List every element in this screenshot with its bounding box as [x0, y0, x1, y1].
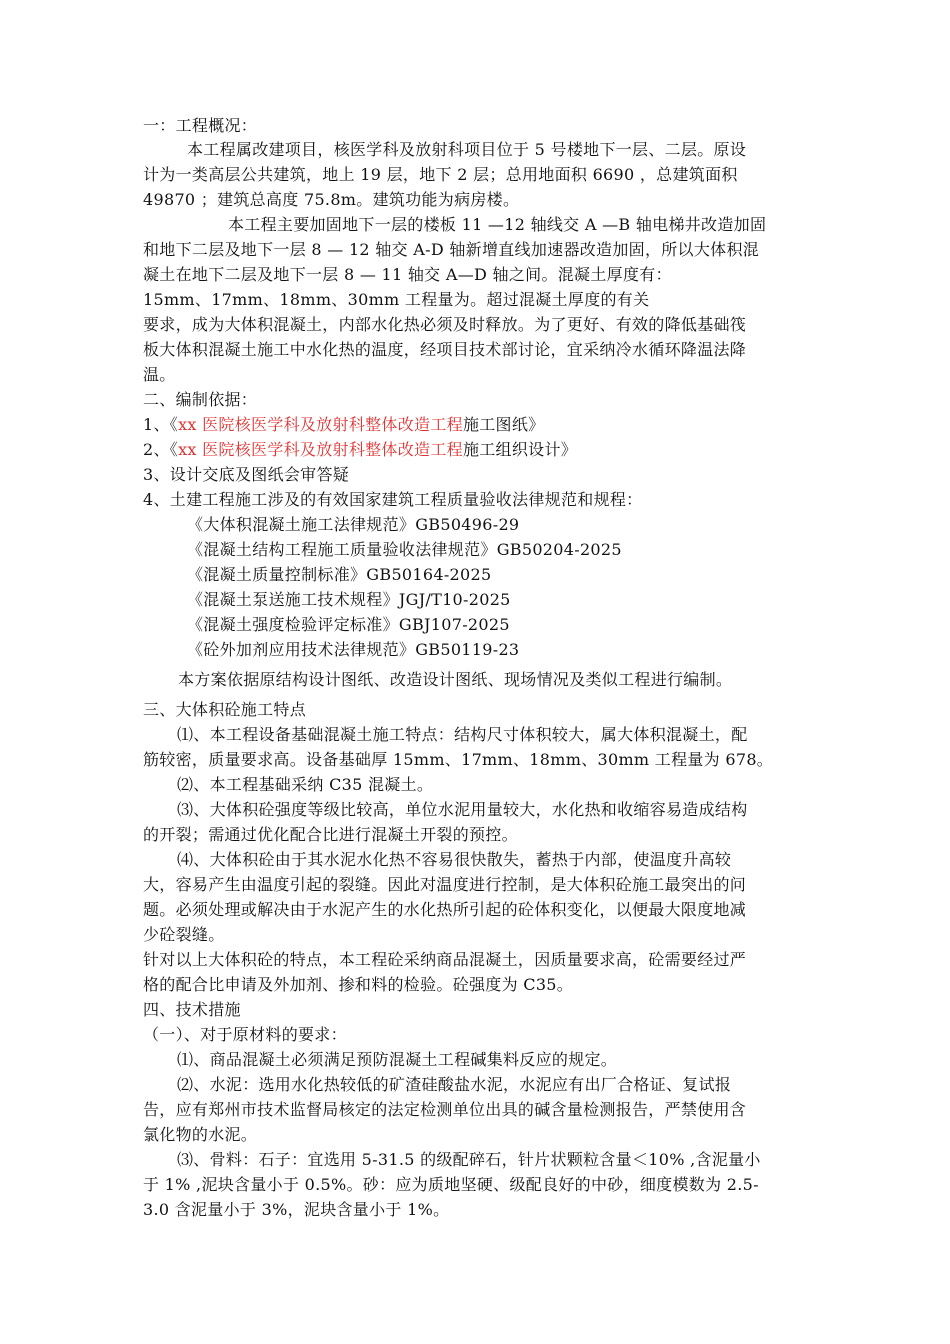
requirement-line: 于 1% ,泥块含量小于 0.5%。砂：应为质地坚硬、级配良好的中砂，细度模数为 2.5- — [143, 1175, 759, 1194]
spec-line: 《混凝土强度检验评定标准》GBJ107-2025 — [187, 615, 510, 634]
feature-line: 筋较密，质量要求高。设备基础厚 15mm、17mm、18mm、30mm 工程量为 678。 — [143, 750, 774, 769]
requirement-line: 告，应有郑州市技术监督局核定的法定检测单位出具的碱含量检测报告，严禁使用含 — [143, 1100, 747, 1119]
project-name-highlight: xx 医院核医学科及放射科整体改造工程 — [178, 440, 463, 459]
spec-line: 《混凝土结构工程施工质量验收法律规范》GB50204-2025 — [187, 540, 622, 559]
feature-line: ⑴、本工程设备基础混凝土施工特点：结构尺寸体积较大，属大体积混凝土，配 — [177, 725, 748, 744]
requirement-line: ⑶、骨料：石子：宜选用 5-31.5 的级配碎石，针片状颗粒含量＜10% ,含泥量小 — [177, 1150, 761, 1169]
requirement-line: 氯化物的水泥。 — [143, 1125, 258, 1144]
item-number: 1、 — [143, 415, 170, 434]
basis-statement: 本方案依据原结构设计图纸、改造设计图纸、现场情况及类似工程进行编制。 — [178, 670, 733, 689]
feature-line: 格的配合比申请及外加剂、掺和料的检验。砼强度为 C35。 — [143, 975, 574, 994]
scope-line: 15mm、17mm、18mm、30mm 工程量为。超过混凝土厚度的有关 — [143, 290, 650, 309]
requirement-line: ⑴、商品混凝土必须满足预防混凝土工程碱集料反应的规定。 — [177, 1050, 618, 1069]
section-1-heading: 一：工程概况： — [143, 116, 258, 135]
section-4-heading: 四、技术措施 — [143, 1000, 241, 1019]
feature-line: 少砼裂缝。 — [143, 925, 225, 944]
requirement-line: 3.0 含泥量小于 3%，泥块含量小于 1%。 — [143, 1200, 450, 1219]
section-3-heading: 三、大体积砼施工特点 — [143, 700, 307, 719]
bracket-open: 《 — [169, 440, 179, 459]
overview-line: 本工程属改建项目，核医学科及放射科项目位于 5 号楼地下一层、二层。原设 — [187, 140, 747, 159]
spec-line: 《混凝土质量控制标准》GB50164-2025 — [187, 565, 492, 584]
requirement-line: ⑵、水泥：选用水化热较低的矿渣硅酸盐水泥，水泥应有出厂合格证、复试报 — [177, 1075, 732, 1094]
feature-line: 的开裂；需通过优化配合比进行混凝土开裂的预控。 — [143, 825, 518, 844]
project-name-highlight: xx 医院核医学科及放射科整体改造工程 — [178, 415, 463, 434]
bracket-open: 《 — [169, 415, 179, 434]
scope-line: 要求，成为大体积混凝土，内部水化热必须及时释放。为了更好、有效的降低基础筏 — [143, 315, 747, 334]
basis-item-2 — [143, 438, 577, 462]
basis-item-3: 3、设计交底及图纸会审答疑 — [143, 465, 350, 484]
basis-item-1 — [143, 413, 544, 437]
spec-line: 《混凝土泵送施工技术规程》JGJ/T10-2025 — [187, 590, 511, 609]
feature-line: ⑵、本工程基础采纳 C35 混凝土。 — [177, 775, 434, 794]
feature-line: 针对以上大体积砼的特点，本工程砼采纳商品混凝土，因质量要求高，砼需要经过严 — [143, 950, 747, 969]
scope-line: 板大体积混凝土施工中水化热的温度，经项目技术部讨论，宜采纳冷水循环降温法降 — [143, 340, 747, 359]
section-2-heading: 二、编制依据： — [143, 390, 258, 409]
feature-line: ⑶、大体积砼强度等级比较高，单位水泥用量较大，水化热和收缩容易造成结构 — [177, 800, 748, 819]
scope-line: 温。 — [143, 365, 176, 384]
item-text: 施工图纸》 — [462, 415, 545, 434]
overview-line: 49870 ；建筑总高度 75.8m。建筑功能为病房楼。 — [143, 190, 520, 209]
scope-line: 本工程主要加固地下一层的楼板 11 —12 轴线交 A —B 轴电梯井改造加固 — [228, 215, 767, 234]
item-text: 施工组织设计》 — [462, 440, 578, 459]
item-number: 2、 — [143, 440, 170, 459]
overview-line: 计为一类高层公共建筑，地上 19 层，地下 2 层；总用地面积 6690 ，总建筑面积 — [143, 165, 738, 184]
feature-line: ⑷、大体积砼由于其水泥水化热不容易很快散失，蓄热于内部，使温度升高较 — [177, 850, 732, 869]
basis-item-4: 4、土建工程施工涉及的有效国家建筑工程质量验收法律规范和规程： — [143, 490, 643, 509]
feature-line: 题。必须处理或解决由于水泥产生的水化热所引起的砼体积变化，以便最大限度地减 — [143, 900, 747, 919]
scope-line: 凝土在地下二层及地下一层 8 — 11 轴交 A—D 轴之间。混凝土厚度有： — [143, 265, 672, 284]
spec-line: 《砼外加剂应用技术法律规范》GB50119-23 — [187, 640, 520, 659]
subsection-heading: （一）、对于原材料的要求： — [143, 1025, 347, 1044]
feature-line: 大，容易产生由温度引起的裂缝。因此对温度进行控制，是大体积砼施工最突出的问 — [143, 875, 747, 894]
scope-line: 和地下二层及地下一层 8 — 12 轴交 A-D 轴新增直线加速器改造加固，所以大体积混 — [143, 240, 760, 259]
spec-line: 《大体积混凝土施工法律规范》GB50496-29 — [187, 515, 520, 534]
